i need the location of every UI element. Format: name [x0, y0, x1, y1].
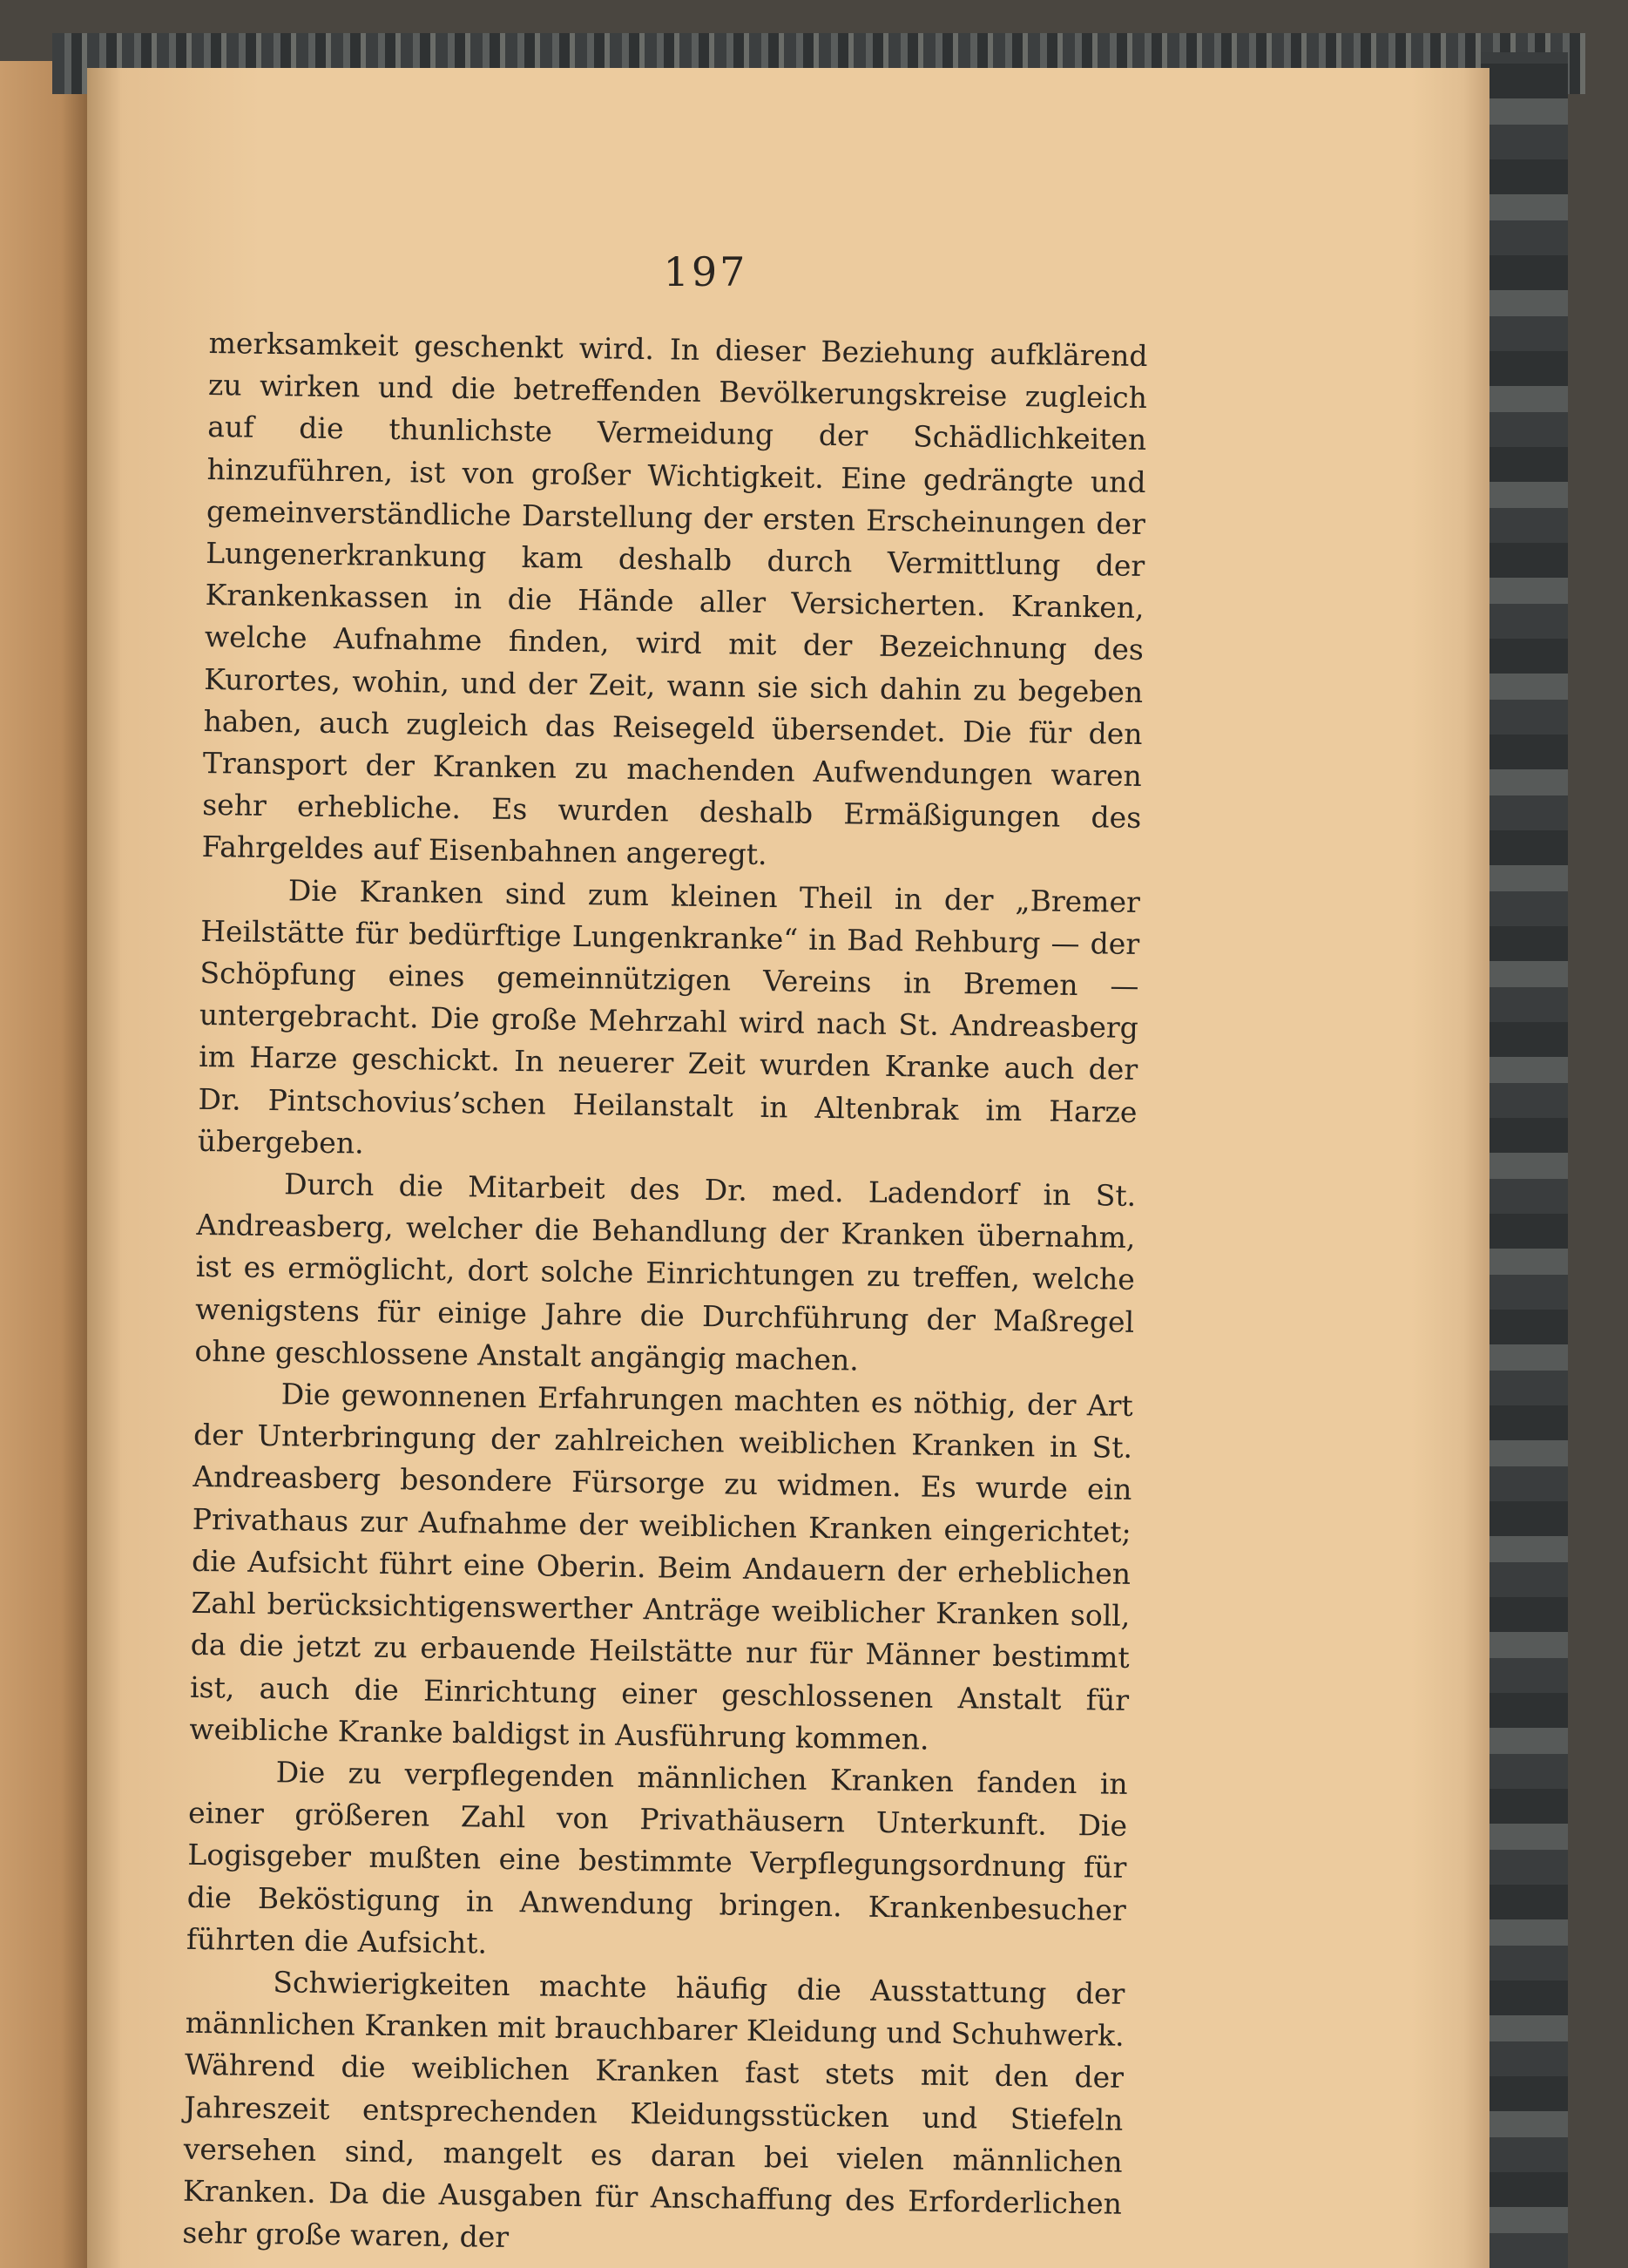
- paragraph-5: Die zu verpflegenden männlichen Kranken fanden in einer größeren Zahl von Privathäusern Unterkunft. Die Logisgeber mußten eine bestimmte Verpflegungsordnung für die Beköstigung in Anwendung bringen. Krankenbesucher führten die Aufsicht.: [186, 1755, 1128, 1960]
- book-cover-edge: [1481, 52, 1568, 2268]
- page-body: [182, 322, 1148, 2267]
- page-number: 197: [663, 248, 748, 295]
- paragraph-4: Die gewonnenen Erfahrungen machten es nöthig, der Art der Unterbringung der zahlreichen weiblichen Kranken in St. Andreasberg besondere Fürsorge zu widmen. Es wurde ein Privathaus zur Aufnahme der weiblichen Kranken eingerichtet; die Aufsicht führt eine Oberin. Beim Andauern der erheblichen Zahl berücksichtigenswerther Anträge weiblicher Kranken soll, da die jetzt zu erbauende Heilstätte nur für Männer bestimmt ist, auch die Einrichtung einer geschlossenen Anstalt für weibliche Kranke baldigst in Ausführung kommen.: [189, 1377, 1134, 1757]
- paragraph-6: Schwierigkeiten machte häufig die Ausstattung der männlichen Kranken mit brauchbarer Kleidung und Schuhwerk. Während die weiblichen Kranken fast stets mit den der Jahreszeit entsprechenden Kleidungsstücken und Stiefeln versehen sind, mangelt es daran bei vielen männlichen Kranken. Da die Ausgaben für Anschaffung des Erforderlichen sehr große waren, der: [182, 1965, 1125, 2255]
- paragraph-2: Die Kranken sind zum kleinen Theil in der „Bremer Heilstätte für bedürftige Lungenkranke“ in Bad Rehburg — der Schöpfung eines gemeinnützigen Vereins in Bremen — untergebracht. Die große Mehrzahl wird nach St. Andreasberg im Harze geschickt. In neuerer Zeit wurden Kranke auch der Dr. Pintschovius’schen Heilanstalt in Altenbrak im Harze übergeben.: [197, 872, 1141, 1161]
- paragraph-1: merksamkeit geschenkt wird. In dieser Beziehung aufklärend zu wirken und die betreffenden Bevölkerungskreise zugleich auf die thunlichste Vermeidung der Schädlichkeiten hinzuführen, ist von großer Wichtigkeit. Eine gedrängte und gemeinverständliche Darstellung der ersten Erscheinungen der Lungenerkrankung kam deshalb durch Vermittlung der Krankenkassen in die Hände aller Versicherten. Kranken, welche Aufnahme finden, wird mit der Bezeichnung des Kurortes, wohin, und der Zeit, wann sie sich dahin zu begeben haben, auch zugleich das Reisegeld übersendet. Die für den Transport der Kranken zu machenden Aufwendungen waren sehr erhebliche. Es wurden deshalb Ermäßigungen des Fahrgeldes auf Eisenbahnen angeregt.: [201, 325, 1148, 872]
- facing-page-edge: [0, 61, 87, 2268]
- paragraph-3: Durch die Mitarbeit des Dr. med. Ladendorf in St. Andreasberg, welcher die Behandlung der Kranken übernahm, ist es ermöglicht, dort solche Einrichtungen zu treffen, welche wenigstens für einige Jahre die Durchführung der Maßregel ohne geschlossene Anstalt angängig machen.: [194, 1167, 1137, 1378]
